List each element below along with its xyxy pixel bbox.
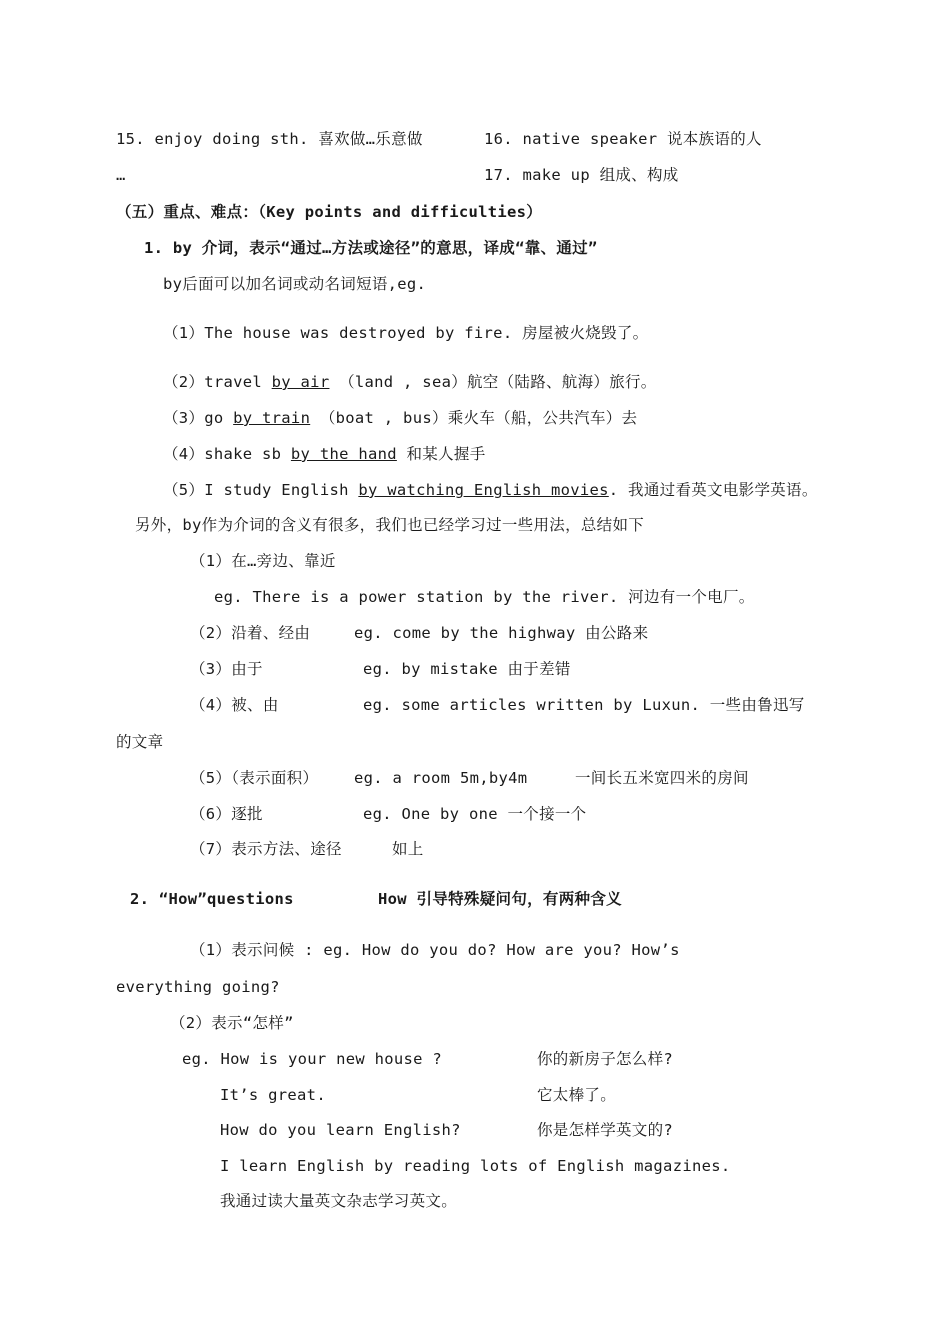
usage-4-example: eg. some articles written by Luxun. 一些由鲁迅写	[363, 696, 805, 714]
usage-3: （3）由于	[190, 660, 263, 678]
meaning-2: （2）表示“怎样”	[170, 1014, 294, 1032]
section-title: （五）重点、难点：（Key points and difficulties）	[116, 203, 543, 221]
point1-other-uses: 另外，by作为介词的含义有很多，我们也已经学习过一些用法，总结如下	[135, 516, 645, 534]
usage-2: （2）沿着、经由	[190, 624, 311, 642]
point1-example-1: （1）The house was destroyed by fire. 房屋被火烧毁了。	[163, 324, 649, 342]
example-4-underlined: by the hand	[290, 445, 397, 463]
example-3-prefix: （3）go	[163, 409, 234, 427]
vocab-item-17: 17. make up 组成、构成	[484, 166, 679, 184]
vocab-item-16: 16. native speaker 说本族语的人	[484, 130, 762, 148]
point1-example-3	[163, 407, 637, 429]
dialog-question-2: How do you learn English?	[220, 1121, 461, 1139]
usage-6-example: eg. One by one 一个接一个	[363, 805, 587, 823]
example-2-suffix: （land , sea）航空（陆路、航海）旅行。	[329, 373, 657, 391]
usage-5-example: eg. a room 5m,by4m	[354, 769, 528, 787]
vocab-item-15-continuation: …	[116, 166, 126, 184]
example-5-suffix: . 我通过看英文电影学英语。	[608, 481, 818, 499]
example-2-underlined: by air	[271, 373, 330, 391]
vocab-item-15: 15. enjoy doing sth. 喜欢做…乐意做	[116, 130, 423, 148]
example-4-suffix: 和某人握手	[396, 445, 486, 463]
point2-heading-right: How 引导特殊疑问句，有两种含义	[378, 890, 622, 908]
example-5-prefix: （5）I study English	[163, 481, 359, 499]
example-5-underlined: by watching English movies	[358, 481, 609, 499]
point1-intro: by后面可以加名词或动名词短语,eg.	[163, 275, 427, 293]
point1-example-2	[163, 371, 657, 393]
example-3-underlined: by train	[233, 409, 311, 427]
dialog-question-1: eg. How is your new house ?	[182, 1050, 443, 1068]
usage-5: （5）（表示面积）	[190, 769, 319, 787]
example-3-suffix: （boat , bus）乘火车（船，公共汽车）去	[310, 409, 638, 427]
dialog-answer-2: I learn English by reading lots of English magazines.	[220, 1157, 731, 1175]
dialog-answer-2-translation: 我通过读大量英文杂志学习英文。	[220, 1192, 458, 1210]
usage-4: （4）被、由	[190, 696, 279, 714]
usage-5-translation: 一间长五米宽四米的房间	[575, 769, 749, 787]
usage-4-continuation: 的文章	[116, 733, 164, 751]
example-2-prefix: （2）travel	[163, 373, 272, 391]
dialog-question-2-translation: 你是怎样学英文的?	[537, 1121, 674, 1139]
usage-6: （6）逐批	[190, 805, 263, 823]
point1-heading: 1. by 介词，表示“通过…方法或途径”的意思，译成“靠、通过”	[144, 239, 598, 257]
dialog-answer-1-translation: 它太棒了。	[537, 1086, 617, 1104]
point1-example-5	[163, 479, 818, 501]
usage-3-example: eg. by mistake 由于差错	[363, 660, 571, 678]
point2-heading-left: 2. “How”questions	[130, 890, 294, 908]
meaning-1: （1）表示问候 : eg. How do you do? How are you? How’s	[190, 941, 680, 959]
meaning-1-continuation: everything going?	[116, 978, 280, 996]
dialog-answer-1: It’s great.	[220, 1086, 326, 1104]
dialog-question-1-translation: 你的新房子怎么样?	[537, 1050, 674, 1068]
usage-7-example: 如上	[392, 840, 424, 858]
usage-2-example: eg. come by the highway 由公路来	[354, 624, 649, 642]
usage-1-example: eg. There is a power station by the river. 河边有一个电厂。	[214, 588, 755, 606]
usage-7: （7）表示方法、途径	[190, 840, 342, 858]
example-4-prefix: （4）shake sb	[163, 445, 291, 463]
usage-1: （1）在…旁边、靠近	[190, 552, 336, 570]
point1-example-4	[163, 443, 486, 465]
